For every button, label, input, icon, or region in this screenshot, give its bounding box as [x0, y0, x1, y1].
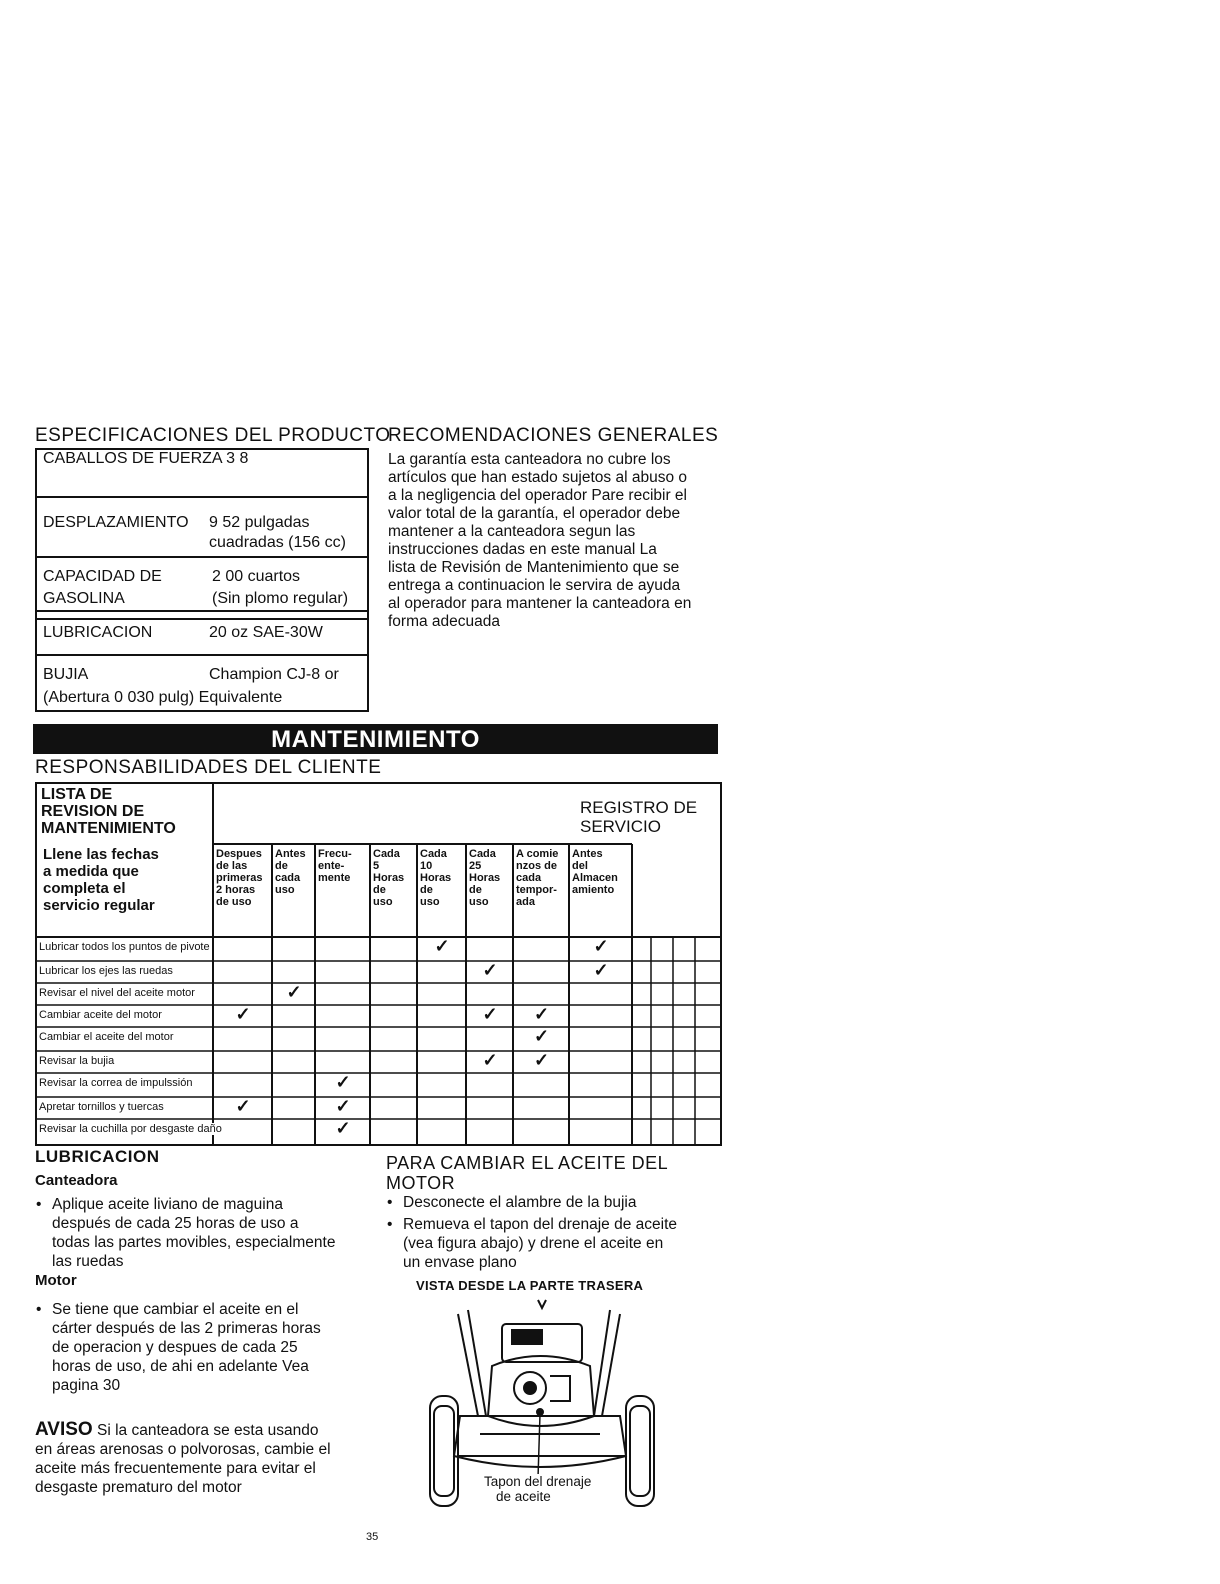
rec-line: artículos que han estado sujetos al abuso o — [388, 469, 688, 486]
lubrication-bullet-1: • Aplique aceite liviano de maguina después de cada 25 horas de uso a todas las partes movibles, especialmente las ruedas — [52, 1195, 335, 1271]
column-header-5: Cada 10 Horas de uso — [420, 848, 452, 908]
check-mark: ✓ — [235, 1004, 251, 1024]
rec-line: lista de Revisión de Mantenimiento que se — [388, 559, 680, 576]
rec-line: instrucciones dadas en este manual La — [388, 541, 657, 558]
spec-displacement-value-2: cuadradas (156 cc) — [209, 534, 346, 551]
row-label: Revisar la correa de impulssión — [39, 1077, 193, 1089]
rec-line: mantener a la canteadora segun las — [388, 523, 636, 540]
rec-line: a la negligencia del operador Pare recibir el — [388, 487, 687, 504]
oil-change-bullet-2: • Remueva el tapon del drenaje de aceite (vea figura abajo) y drene el aceite en un envase plano — [403, 1215, 677, 1272]
row-label: Revisar la cuchilla por desgaste daño — [39, 1123, 222, 1135]
spec-plug-gap: (Abertura 0 030 pulg) Equivalente — [43, 689, 283, 706]
lubrication-title: LUBRICACION — [35, 1147, 160, 1166]
check-mark: ✓ — [534, 1004, 550, 1024]
maintenance-subtitle: RESPONSABILIDADES DEL CLIENTE — [35, 757, 382, 778]
column-header-3: Frecu- ente- mente — [318, 848, 352, 884]
specs-title: ESPECIFICACIONES DEL PRODUCTO — [35, 425, 391, 446]
figure-title: VISTA DESDE LA PARTE TRASERA — [416, 1278, 644, 1293]
check-mark: ✓ — [482, 960, 498, 980]
check-mark: ✓ — [534, 1050, 550, 1070]
drain-plug-callout: Tapon del drenaje de aceite — [484, 1474, 592, 1504]
spec-lube-label: LUBRICACION — [43, 624, 153, 641]
check-mark: ✓ — [593, 936, 609, 956]
rec-line: La garantía esta canteadora no cubre los — [388, 451, 671, 468]
maintenance-banner: MANTENIMIENTO — [33, 724, 718, 754]
check-mark: ✓ — [335, 1096, 351, 1116]
column-header-6: Cada 25 Horas de uso — [469, 848, 501, 908]
table-grid — [37, 784, 720, 1144]
row-label: Cambiar el aceite del motor — [39, 1031, 174, 1043]
column-header-1: Despues de las primeras 2 horas de uso — [216, 848, 263, 908]
rec-line: valor total de la garantía, el operador debe — [388, 505, 681, 522]
row-label: Revisar la bujia — [39, 1055, 115, 1067]
check-mark: ✓ — [286, 982, 302, 1002]
spec-plug-label: BUJIA — [43, 666, 89, 683]
row-label: Lubricar todos los puntos de pivote — [39, 941, 210, 953]
spec-displacement-label: DESPLAZAMIENTO — [43, 514, 189, 531]
recommendations-title: RECOMENDACIONES GENERALES — [388, 425, 719, 446]
notice-label: AVISO — [35, 1419, 93, 1440]
spec-lube-value: 20 oz SAE-30W — [209, 624, 323, 641]
column-header-2: Antes de cada uso — [275, 848, 306, 896]
spec-displacement-value-1: 9 52 pulgadas — [209, 514, 310, 531]
spec-fuel-label-1: CAPACIDAD DE — [43, 568, 162, 585]
spec-fuel-value-1: 2 00 cuartos — [212, 568, 301, 585]
column-header-8: Antes del Almacen amiento — [572, 848, 618, 896]
rec-line: al operador para mantener la canteadora en — [388, 595, 692, 612]
specs-table — [35, 448, 369, 712]
registry-title: REGISTRO DE SERVICIO — [580, 798, 698, 836]
fill-note: Llene las fechas a medida que completa el servicio regular — [43, 846, 159, 914]
check-mark: ✓ — [335, 1118, 351, 1138]
row-label: Apretar tornillos y tuercas — [39, 1101, 164, 1113]
oil-change-title: PARA CAMBIAR EL ACEITE DEL MOTOR — [386, 1153, 669, 1193]
spec-fuel-label-2: GASOLINA — [43, 590, 125, 607]
check-mark: ✓ — [534, 1026, 550, 1046]
row-label: Revisar el nivel del aceite motor — [39, 987, 195, 999]
check-mark: ✓ — [235, 1096, 251, 1116]
rec-line: entrega a continuacion le servira de ayuda — [388, 577, 681, 594]
recommendations-text — [388, 451, 723, 631]
maintenance-table — [35, 782, 722, 1146]
oil-change-bullet-1: • Desconecte el alambre de la bujia — [403, 1193, 637, 1212]
lubrication-bullet-2: • Se tiene que cambiar el aceite en el cárter después de las 2 primeras horas de operacion y despues de cada 25 horas de uso, de ahi en adelante Vea pagina 30 — [52, 1300, 321, 1395]
lubrication-sub-edger: Canteadora — [35, 1172, 118, 1189]
rec-line: forma adecuada — [388, 613, 501, 630]
page-number: 35 — [366, 1531, 379, 1543]
spec-fuel-value-2: (Sin plomo regular) — [212, 590, 349, 607]
spec-plug-value: Champion CJ-8 or — [209, 666, 339, 683]
column-header-7: A comie nzos de cada tempor- ada — [516, 848, 559, 908]
checklist-title: LISTA DE REVISION DE MANTENIMIENTO — [41, 786, 176, 837]
check-mark: ✓ — [482, 1050, 498, 1070]
check-mark: ✓ — [593, 960, 609, 980]
row-label: Cambiar aceite del motor — [39, 1009, 162, 1021]
row-label: Lubricar los ejes las ruedas — [39, 965, 173, 977]
check-mark: ✓ — [482, 1004, 498, 1024]
notice: AVISO Si la canteadora se esta usando en áreas arenosas o polvorosas, cambie el aceite más frecuentemente para evitar el desgaste prematuro del motor — [35, 1419, 331, 1496]
spec-horsepower: CABALLOS DE FUERZA 3 8 — [43, 450, 249, 467]
column-header-4: Cada 5 Horas de uso — [373, 848, 405, 908]
check-mark: ✓ — [335, 1072, 351, 1092]
lubrication-sub-motor: Motor — [35, 1272, 77, 1289]
check-mark: ✓ — [434, 936, 450, 956]
